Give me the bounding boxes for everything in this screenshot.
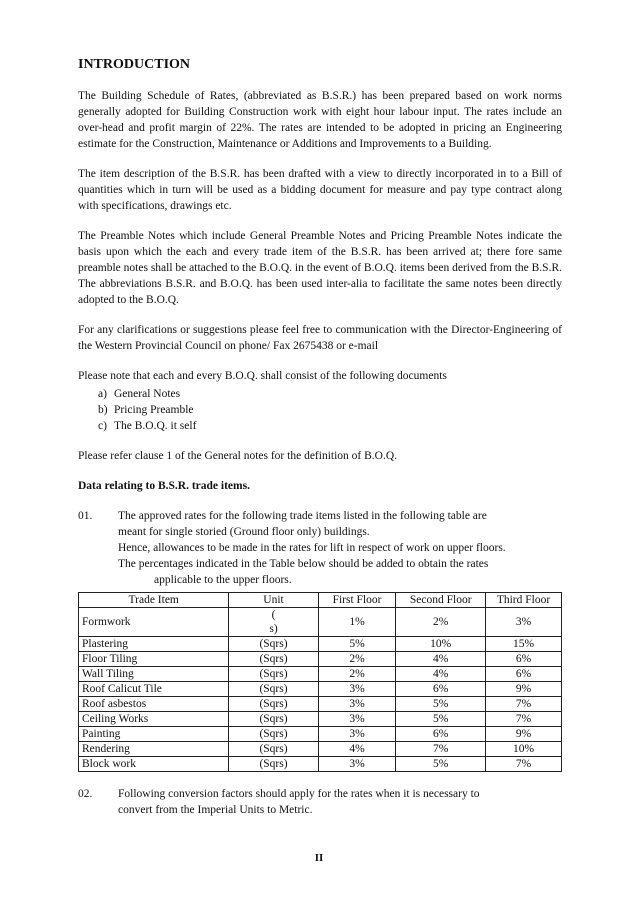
table-row xyxy=(79,682,562,697)
table-cell: 3% xyxy=(318,712,396,727)
table-cell: (Sqrs) xyxy=(229,742,318,757)
paragraph-contact: For any clarifications or suggestions please feel free to communication with the Director-Engineering of the Western Provincial Council on phone/ Fax 2675438 or e-mail xyxy=(78,324,562,352)
item-number: 01. xyxy=(78,510,93,522)
table-cell: 7% xyxy=(396,742,486,757)
table-cell: 5% xyxy=(396,712,486,727)
table-header-row xyxy=(79,593,562,608)
table-cell: Plastering xyxy=(79,637,229,652)
table-cell: 3% xyxy=(318,697,396,712)
table-cell: 6% xyxy=(486,667,562,682)
table-cell: (Sqrs) xyxy=(229,637,318,652)
table-cell: 3% xyxy=(318,682,396,697)
table-cell: 5% xyxy=(318,637,396,652)
column-header: First Floor xyxy=(318,593,396,608)
table-cell: 7% xyxy=(486,712,562,727)
table-cell: (Sqrs) xyxy=(229,727,318,742)
table-cell: ( s) xyxy=(229,608,318,637)
item-number: 02. xyxy=(78,788,93,800)
table-cell: 2% xyxy=(396,608,486,637)
table-cell: 6% xyxy=(396,727,486,742)
table-cell: (Sqrs) xyxy=(229,652,318,667)
table-row xyxy=(79,727,562,742)
table-row xyxy=(79,608,562,637)
paragraph-bsr-intro: The Building Schedule of Rates, (abbreviated as B.S.R.) has been prepared based on work norms generally adopted for Building Construction work with eight hour labour input. The rates include an over-head and profit margin of 22%. The rates are intended to be adopted in pricing an Engineering estimate for the Construction, Maintenance or Additions and Improvements to a Building. xyxy=(78,90,562,150)
section-heading-data: Data relating to B.S.R. trade items. xyxy=(78,480,250,492)
table-row xyxy=(79,742,562,757)
table-cell: 2% xyxy=(318,652,396,667)
table-cell: 7% xyxy=(486,697,562,712)
table-cell: 3% xyxy=(486,608,562,637)
table-cell: Ceiling Works xyxy=(79,712,229,727)
paragraph-item-description: The item description of the B.S.R. has been drafted with a view to directly incorporated in to a Bill of quantities which in turn will be used as a bidding document for measure and pay type contract along with specifications, drawings etc. xyxy=(78,168,562,212)
table-cell: 10% xyxy=(396,637,486,652)
table-cell: 3% xyxy=(318,727,396,742)
table-cell: 15% xyxy=(486,637,562,652)
table-cell: Formwork xyxy=(79,608,229,637)
documents-list xyxy=(98,386,562,434)
table-cell: Wall Tiling xyxy=(79,667,229,682)
table-cell: 4% xyxy=(318,742,396,757)
table-cell: (Sqrs) xyxy=(229,667,318,682)
column-header: Trade Item xyxy=(79,593,229,608)
table-cell: (Sqrs) xyxy=(229,682,318,697)
document-page xyxy=(78,56,562,821)
paragraph-clause-reference: Please refer clause 1 of the General notes for the definition of B.O.Q. xyxy=(78,450,398,462)
table-cell: 6% xyxy=(486,652,562,667)
column-header: Third Floor xyxy=(486,593,562,608)
table-cell: (Sqrs) xyxy=(229,712,318,727)
table-cell: 1% xyxy=(318,608,396,637)
list-item: a) General Notes xyxy=(98,388,181,400)
table-cell: 5% xyxy=(396,697,486,712)
numbered-item-01: 01. The approved rates for the following trade items listed in the following table are meant for single storied (Ground floor only) buildings. Hence, allowances to be made in the rates for lift in respect of work on upper floors. The percentages indicated in the Table below should be added to obtain the rates applicable to the upper floors. xyxy=(78,510,506,586)
table-cell: 6% xyxy=(396,682,486,697)
table-cell: 9% xyxy=(486,727,562,742)
table-cell: 2% xyxy=(318,667,396,682)
page-number: II xyxy=(314,852,324,864)
table-cell: Roof Calicut Tile xyxy=(79,682,229,697)
table-cell: 10% xyxy=(486,742,562,757)
paragraph-boq-documents: Please note that each and every B.O.Q. shall consist of the following documents xyxy=(78,370,447,382)
table-cell: 5% xyxy=(396,757,486,772)
table-cell: (Sqrs) xyxy=(229,697,318,712)
table-row xyxy=(79,652,562,667)
table-row xyxy=(79,637,562,652)
table-cell: Roof asbestos xyxy=(79,697,229,712)
table-cell: 7% xyxy=(486,757,562,772)
page-title: INTRODUCTION xyxy=(78,57,191,72)
table-cell: (Sqrs) xyxy=(229,757,318,772)
column-header: Unit xyxy=(229,593,318,608)
table-row xyxy=(79,697,562,712)
upper-floor-allowance-table xyxy=(78,592,562,772)
table-cell: Floor Tiling xyxy=(79,652,229,667)
table-row xyxy=(79,667,562,682)
table-row xyxy=(79,712,562,727)
column-header: Second Floor xyxy=(396,593,486,608)
paragraph-preamble-notes: The Preamble Notes which include General Preamble Notes and Pricing Preamble Notes indicate the basis upon which the each and every trade item of the B.S.R. has been arrived at; there fore same preamble notes shall be attached to the B.O.Q. in the event of B.O.Q. items been derived from the B.S.R. The abbreviations B.S.R. and B.O.Q. has been used inter-alia to facilitate the same notes been directly adopted to the B.O.Q. xyxy=(78,230,562,306)
list-item: c) The B.O.Q. it self xyxy=(98,420,197,432)
table-cell: 3% xyxy=(318,757,396,772)
table-cell: 9% xyxy=(486,682,562,697)
table-cell: Rendering xyxy=(79,742,229,757)
table-cell: 4% xyxy=(396,667,486,682)
table-cell: Block work xyxy=(79,757,229,772)
table-cell: Painting xyxy=(79,727,229,742)
table-cell: 4% xyxy=(396,652,486,667)
list-item: b) Pricing Preamble xyxy=(98,404,194,416)
table-row xyxy=(79,757,562,772)
numbered-item-02: 02. Following conversion factors should apply for the rates when it is necessary to convert from the Imperial Units to Metric. xyxy=(78,788,480,816)
